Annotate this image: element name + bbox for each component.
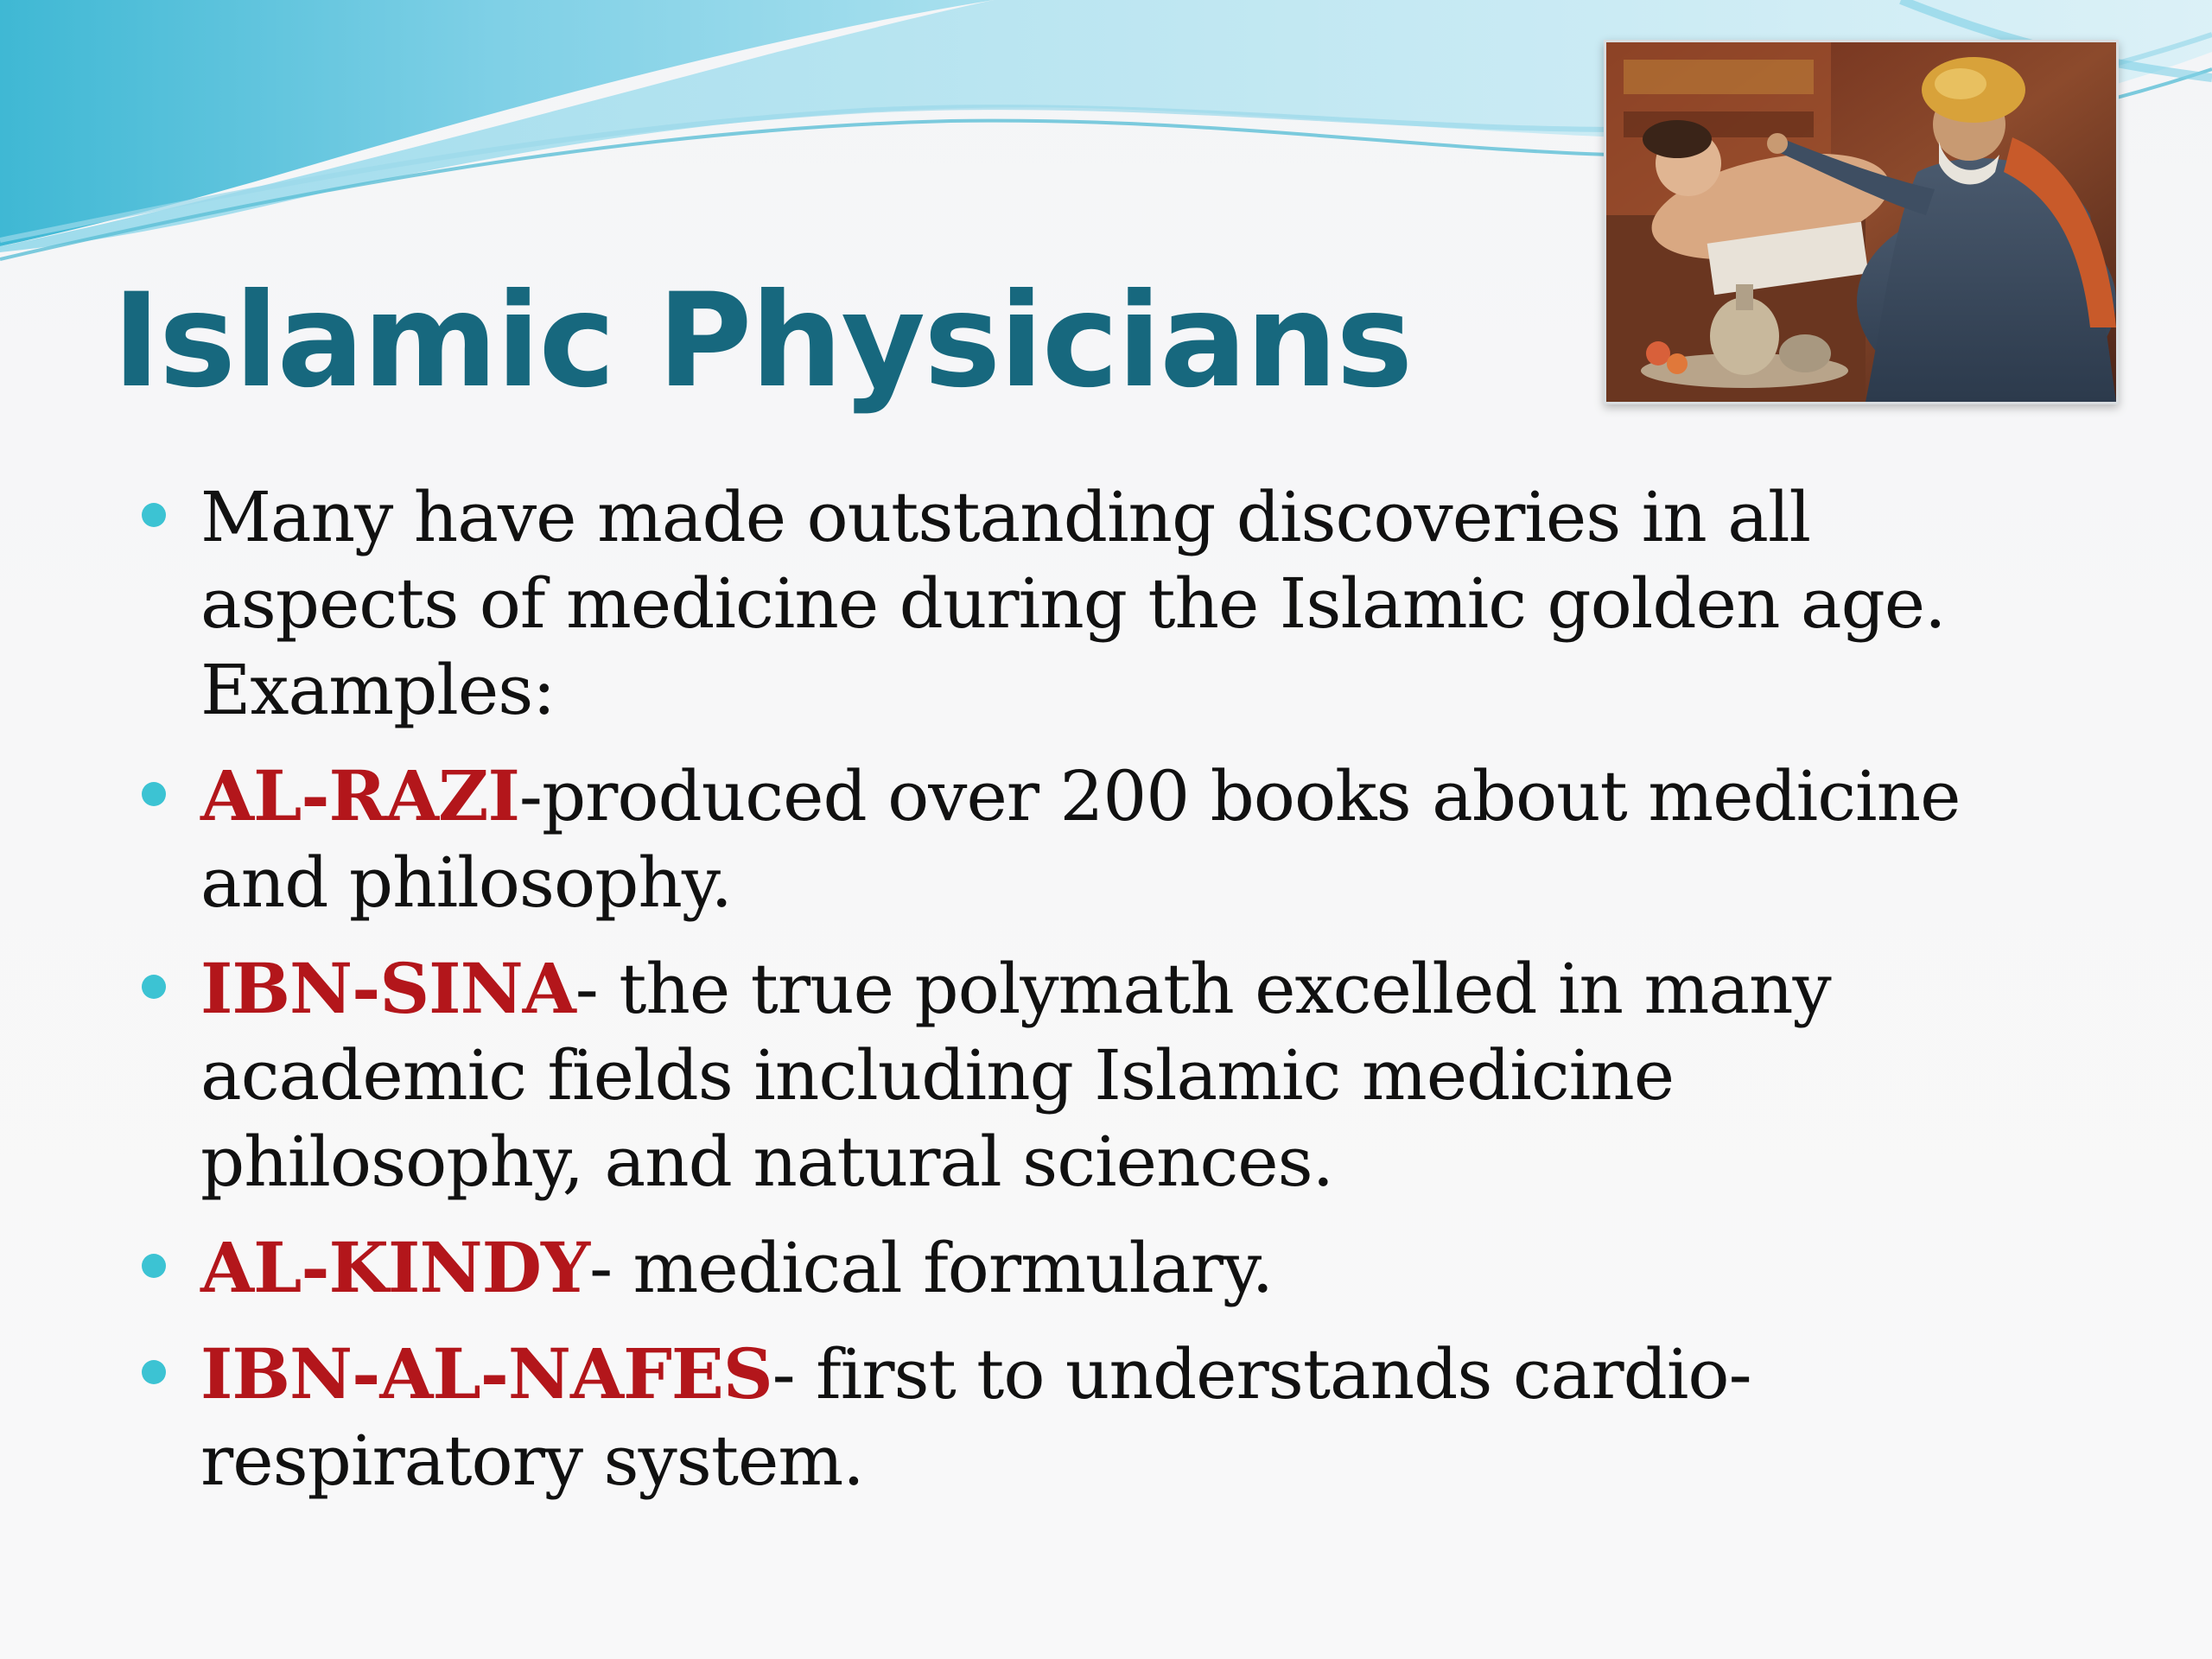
bullet-dot-icon xyxy=(142,782,166,806)
bullet-dot-icon xyxy=(142,1360,166,1384)
physician-name: AL-KINDY xyxy=(200,1227,590,1308)
bullet-text: - medical formulary. xyxy=(589,1228,1273,1308)
bullet-item xyxy=(138,474,2056,734)
bullet-text: Many have made outstanding discoveries in all aspects of medicine during the Islamic golden age. Examples: xyxy=(200,477,1946,730)
bullet-text: - first to understands cardio-respiratory system. xyxy=(200,1334,1751,1501)
page-title: Islamic Physicians xyxy=(112,266,1412,416)
bullet-dot-icon xyxy=(142,975,166,999)
bullet-dot-icon xyxy=(142,503,166,527)
physician-name: AL-RAZI xyxy=(200,755,519,836)
bullet-dot-icon xyxy=(142,1254,166,1278)
bullet-item xyxy=(138,945,2056,1205)
bullet-text: - the true polymath excelled in many academic fields including Islamic medicine philosophy, and natural sciences. xyxy=(200,949,1831,1202)
bullet-item xyxy=(138,1224,2056,1312)
bullet-text: -produced over 200 books about medicine and philosophy. xyxy=(200,756,1961,923)
physician-name: IBN-AL-NAFES xyxy=(200,1333,772,1414)
bullet-list xyxy=(138,474,2056,1523)
bullet-item xyxy=(138,1331,2056,1504)
physician-painting-illustration xyxy=(1606,42,2116,402)
bullet-item xyxy=(138,753,2056,926)
physician-painting-image xyxy=(1604,40,2119,404)
physician-name: IBN-SINA xyxy=(200,948,575,1029)
